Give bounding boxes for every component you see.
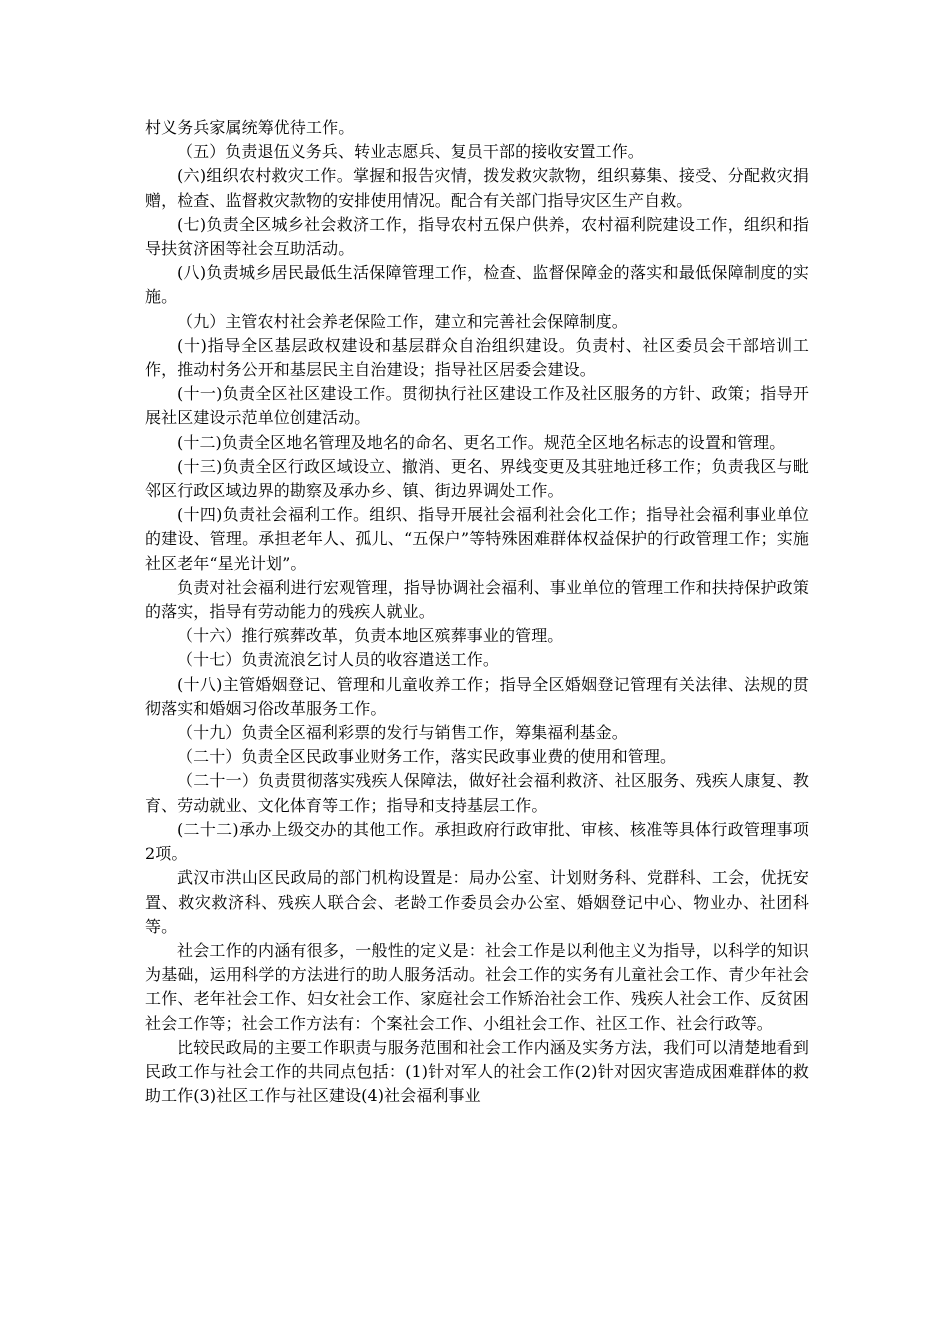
paragraph-13: （十六）推行殡葬改革，负责本地区殡葬事业的管理。 bbox=[177, 626, 564, 646]
paragraph-21: 社会工作的内涵有很多，一般性的定义是：社会工作是以利他主义为指导，以科学的知识为基础，运用科学的方法进行的助人服务活动。社会工作的实务有儿童社会工作、青少年社会工作、老年社会工作、妇女社会工作、家庭社会工作矫治社会工作、残疾人社会工作、反贫困社会工作等；社会工作方法有：个案社会工作、小组社会工作、社区工作、社会行政等。 bbox=[145, 940, 809, 1033]
paragraph-4: (七)负责全区城乡社会救济工作，指导农村五保户供养，农村福利院建设工作，组织和指导扶贫济困等社会互助活动。 bbox=[145, 214, 809, 259]
paragraph-11: (十四)负责社会福利工作。组织、指导开展社会福利社会化工作；指导社会福利事业单位的建设、管理。承担老年人、孤儿、“五保户”等特殊困难群体权益保护的行政管理工作；实施社区老年“星光计划”。 bbox=[145, 505, 809, 573]
paragraph-6: （九）主管农村社会养老保险工作，建立和完善社会保障制度。 bbox=[177, 311, 628, 331]
paragraph-5: (八)负责城乡居民最低生活保障管理工作，检查、监督保障金的落实和最低保障制度的实施。 bbox=[145, 263, 809, 307]
paragraph-18: （二十一）负责贯彻落实残疾人保障法，做好社会福利救济、社区服务、残疾人康复、教育、劳动就业、文化体育等工作；指导和支持基层工作。 bbox=[145, 771, 809, 815]
paragraph-8: (十一)负责全区社区建设工作。贯彻执行社区建设工作及社区服务的方针、政策；指导开展社区建设示范单位创建活动。 bbox=[145, 384, 809, 428]
paragraph-9: (十二)负责全区地名管理及地名的命名、更名工作。规范全区地名标志的设置和管理。 bbox=[177, 432, 786, 452]
paragraph-1: 村义务兵家属统筹优待工作。 bbox=[145, 118, 355, 137]
paragraph-10: (十三)负责全区行政区域设立、撤消、更名、界线变更及其驻地迁移工作；负责我区与毗邻区行政区域边界的勘察及承办乡、镇、街边界调处工作。 bbox=[145, 456, 809, 501]
paragraph-15: (十八)主管婚姻登记、管理和儿童收养工作；指导全区婚姻登记管理有关法律、法规的贯彻落实和婚姻习俗改革服务工作。 bbox=[145, 674, 809, 718]
paragraph-7: (十)指导全区基层政权建设和基层群众自治组织建设。负责村、社区委员会干部培训工作，推动村务公开和基层民主自治建设；指导社区居委会建设。 bbox=[145, 335, 809, 380]
paragraph-2: （五）负责退伍义务兵、转业志愿兵、复员干部的接收安置工作。 bbox=[177, 142, 644, 162]
paragraph-19: (二十二)承办上级交办的其他工作。承担政府行政审批、审核、核准等具体行政管理事项2项。 bbox=[145, 819, 809, 864]
paragraph-20: 武汉市洪山区民政局的部门机构设置是：局办公室、计划财务科、党群科、工会，优抚安置、救灾救济科、残疾人联合会、老龄工作委员会办公室、婚姻登记中心、物业办、社团科等。 bbox=[145, 868, 809, 936]
paragraph-16: （十九）负责全区福利彩票的发行与销售工作，筹集福利基金。 bbox=[177, 723, 628, 743]
paragraph-14: （十七）负责流浪乞讨人员的收容遣送工作。 bbox=[177, 650, 500, 670]
paragraph-3: (六)组织农村救灾工作。掌握和报告灾情，拨发救灾款物，组织募集、接受、分配救灾捐赠，检查、监督救灾款物的安排使用情况。配合有关部门指导灾区生产自救。 bbox=[145, 166, 809, 210]
paragraph-12: 负责对社会福利进行宏观管理，指导协调社会福利、事业单位的管理工作和扶持保护政策的落实，指导有劳动能力的残疾人就业。 bbox=[145, 577, 809, 622]
paragraph-22: 比较民政局的主要工作职责与服务范围和社会工作内涵及实务方法，我们可以清楚地看到民政工作与社会工作的共同点包括：(1)针对军人的社会工作(2)针对因灾害造成困难群体的救助工作(3)社区工作与社区建设(4)社会福利事业 bbox=[145, 1037, 809, 1106]
document-body bbox=[145, 116, 809, 1108]
paragraph-17: （二十）负责全区民政事业财务工作，落实民政事业费的使用和管理。 bbox=[177, 747, 677, 767]
